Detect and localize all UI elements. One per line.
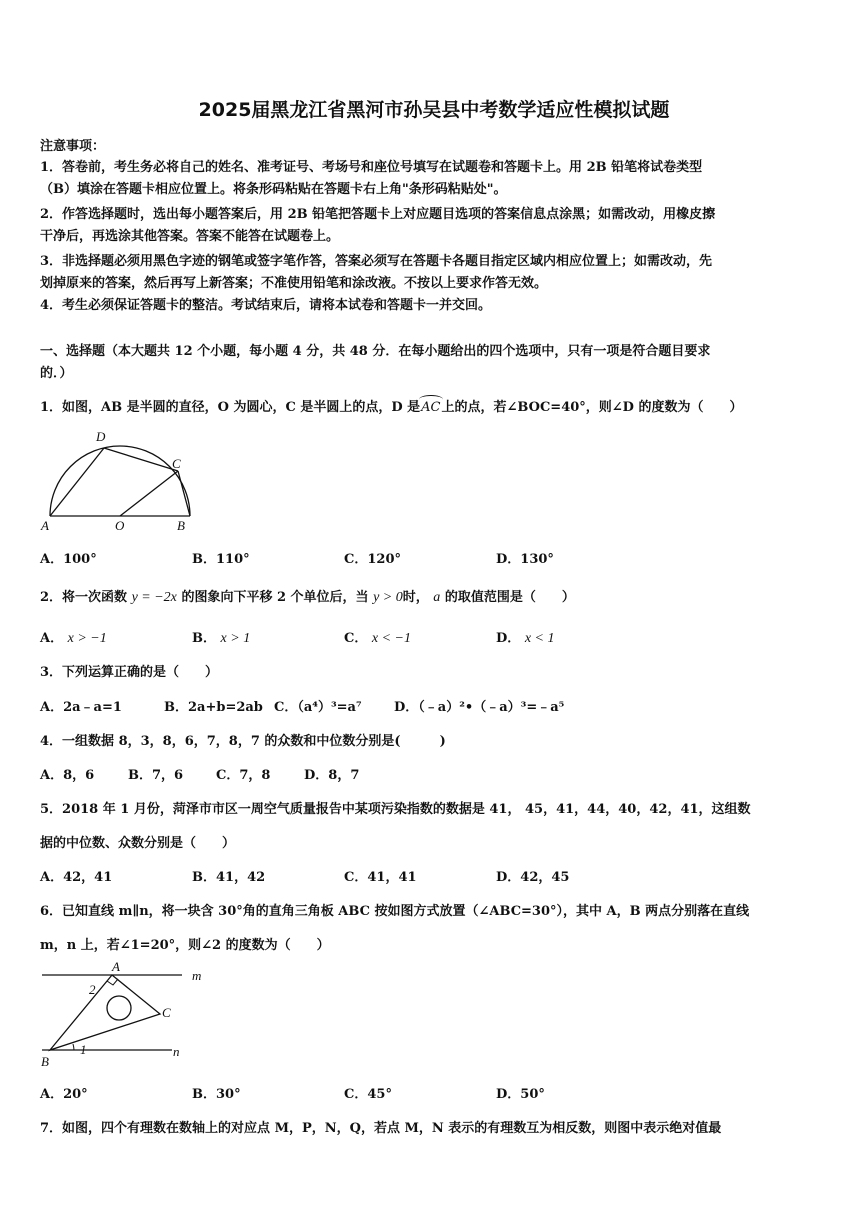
question-7: 7．如图，四个有理数在数轴上的对应点 M，P，N，Q，若点 M，N 表示的有理数互为相反数，则图中表示绝对值最: [40, 1121, 722, 1136]
q3-option-c[interactable]: C．（a⁴）³=a⁷: [274, 700, 362, 715]
q3-option-b[interactable]: B．2a+b=2ab: [164, 700, 263, 715]
q1-option-d[interactable]: D．130°: [496, 552, 554, 567]
question-3: 3．下列运算正确的是（ ）: [40, 665, 219, 680]
notice-item-3: 3．非选择题必须用黑色字迹的钢笔或签字笔作答，答案必须写在答题卡各题目指定区域内相应位置上；如需改动，先: [40, 254, 713, 269]
notice-item-3-cont: 划掉原来的答案，然后再写上新答案；不准使用铅笔和涂改液。不按以上要求作答无效。: [40, 276, 548, 291]
q2-text-a: 2．将一次函数: [40, 590, 128, 605]
q2-option-c-expr: x < −1: [371, 631, 411, 646]
section-heading-cont: 的．）: [40, 366, 73, 381]
q2-formula-1: y = −2x: [131, 590, 177, 605]
q2-option-c-label: C．: [344, 631, 368, 646]
notice-item-1-cont: （B）填涂在答题卡相应位置上。将条形码粘贴在答题卡右上角"条形码粘贴处"。: [40, 182, 507, 197]
triangle-hole: [107, 996, 131, 1020]
angle-1-arc: [73, 1044, 74, 1050]
q2-option-a-expr: x > −1: [67, 631, 107, 646]
q1-semicircle-figure: [38, 424, 198, 536]
label-n: n: [173, 1044, 180, 1059]
q3-option-a[interactable]: A．2a﹣a=1: [40, 700, 122, 715]
chord-dc: [104, 448, 178, 471]
label-m: m: [192, 968, 202, 983]
page-title: 2025届黑龙江省黑河市孙吴县中考数学适应性模拟试题: [198, 99, 670, 121]
q2-option-b-label: B．: [192, 631, 216, 646]
question-2: [40, 586, 575, 606]
q2-option-b-expr: x > 1: [220, 631, 251, 646]
label-angle-1: 1: [80, 1042, 87, 1057]
question-5: 5．2018 年 1 月份，菏泽市市区一周空气质量报告中某项污染指数的数据是 41， 45，41，44，40，42，41，这组数: [40, 802, 751, 817]
question-1: [40, 396, 742, 415]
notice-heading: 注意事项：: [40, 139, 106, 154]
q6-option-b[interactable]: B．30°: [192, 1087, 241, 1102]
notice-item-1: 1．答卷前，考生务必将自己的姓名、准考证号、考场号和座位号填写在试题卷和答题卡上。用 2B 铅笔将试卷类型: [40, 160, 703, 175]
question-6-cont: m，n 上，若∠1=20°，则∠2 的度数为（ ）: [40, 938, 330, 953]
q2-text-c: 时，: [402, 590, 429, 605]
q5-option-d[interactable]: D．42，45: [496, 870, 570, 885]
q1-option-c[interactable]: C．120°: [344, 552, 401, 567]
q1-option-a[interactable]: A．100°: [40, 552, 97, 567]
q2-formula-2: y > 0: [373, 590, 403, 605]
question-5-cont: 据的中位数、众数分别是（ ）: [40, 836, 236, 851]
notice-item-4: 4．考生必须保证答题卡的整洁。考试结束后，请将本试卷和答题卡一并交回。: [40, 298, 492, 313]
label-angle-2: 2: [89, 982, 96, 997]
q5-option-a[interactable]: A．42，41: [40, 870, 113, 885]
radius-oc: [120, 471, 178, 516]
q4-option-d[interactable]: D．8，7: [304, 768, 360, 783]
label-c: C: [162, 1005, 171, 1020]
triangle-abc: [50, 975, 160, 1050]
q2-option-c[interactable]: [344, 627, 411, 647]
q6-triangle-figure: [36, 958, 202, 1070]
q2-option-a-label: A．: [40, 631, 64, 646]
q1-option-b[interactable]: B．110°: [192, 552, 250, 567]
q2-formula-3: a: [433, 590, 441, 605]
q1-arc-label: AC: [421, 400, 441, 415]
q6-option-c[interactable]: C．45°: [344, 1087, 392, 1102]
label-a: A: [41, 518, 49, 533]
chord-cb: [178, 471, 190, 516]
q4-option-a[interactable]: A．8，6: [40, 768, 95, 783]
q2-text-b: 的图象向下平移 2 个单位后，当: [181, 590, 369, 605]
section-heading: 一、选择题（本大题共 12 个小题，每小题 4 分，共 48 分．在每小题给出的四个选项中，只有一项是符合题目要求: [40, 344, 711, 359]
q2-option-d-label: D．: [496, 631, 521, 646]
q4-option-c[interactable]: C．7，8: [216, 768, 271, 783]
q2-option-b[interactable]: [192, 627, 250, 647]
q2-option-d[interactable]: [496, 627, 554, 647]
notice-item-2: 2．作答选择题时，选出每小题答案后，用 2B 铅笔把答题卡上对应题目选项的答案信息点涂黑；如需改动，用橡皮擦: [40, 207, 716, 222]
label-o: O: [115, 518, 125, 533]
label-c: C: [172, 456, 181, 471]
q6-option-d[interactable]: D．50°: [496, 1087, 545, 1102]
q2-option-a[interactable]: [40, 627, 107, 647]
q2-text-d: 的取值范围是（ ）: [444, 590, 575, 605]
q1-text-a: 1．如图，AB 是半圆的直径，O 为圆心，C 是半圆上的点，D 是: [40, 400, 421, 415]
q3-option-d[interactable]: D．（﹣a）²•（﹣a）³=﹣a⁵: [394, 700, 565, 715]
label-a: A: [112, 959, 120, 974]
question-4: 4．一组数据 8，3，8，6，7，8，7 的众数和中位数分别是( ): [40, 734, 446, 749]
label-b: B: [41, 1054, 49, 1069]
label-d: D: [96, 429, 106, 444]
semicircle-arc: [50, 446, 190, 516]
q6-option-a[interactable]: A．20°: [40, 1087, 88, 1102]
q4-option-b[interactable]: B．7，6: [128, 768, 184, 783]
label-b: B: [177, 518, 185, 533]
q2-option-d-expr: x < 1: [524, 631, 555, 646]
q5-option-c[interactable]: C．41，41: [344, 870, 417, 885]
question-6: 6．已知直线 m∥n，将一块含 30°角的直角三角板 ABC 按如图方式放置（∠ABC=30°），其中 A，B 两点分别落在直线: [40, 904, 750, 919]
q5-option-b[interactable]: B．41，42: [192, 870, 266, 885]
notice-item-2-cont: 干净后，再选涂其他答案。答案不能答在试题卷上。: [40, 229, 340, 244]
q1-text-b: 上的点，若∠BOC=40°，则∠D 的度数为（ ）: [441, 400, 743, 415]
